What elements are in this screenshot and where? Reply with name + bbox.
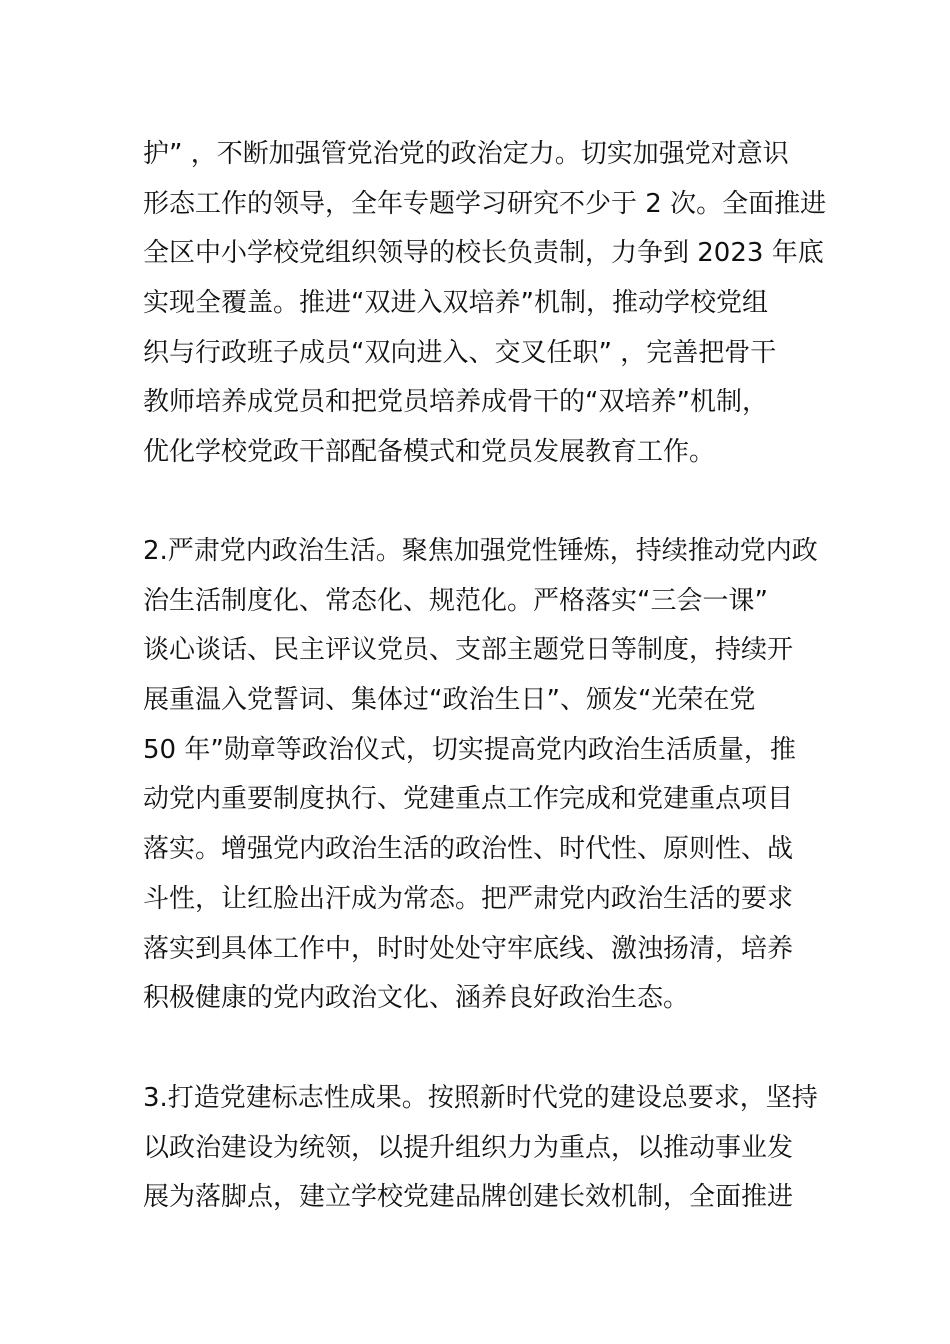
text-line: 斗性，让红脸出汗成为常态。把严肃党内政治生活的要求 [143,883,794,914]
text-line: 谈心谈话、民主评议党员、支部主题党日等制度，持续开 [143,635,794,666]
text-line: 全区中小学校党组织领导的校长负责制，力争到 2023 年底 [143,238,824,269]
text-line: 优化学校党政干部配备模式和党员发展教育工作。 [143,437,716,468]
paragraph-party-political-life [143,527,818,1024]
text-line: 形态工作的领导，全年专题学习研究不少于 2 次。全面推进 [143,188,827,219]
text-line: 3.打造党建标志性成果。按照新时代党的建设总要求，坚持 [143,1083,818,1113]
text-line: 展为落脚点，建立学校党建品牌创建长效机制，全面推进 [143,1182,794,1213]
text-line: 积极健康的党内政治文化、涵养良好政治生态。 [143,983,690,1014]
text-line: 以政治建设为统领，以提升组织力为重点，以推动事业发 [143,1132,794,1163]
text-line: 落实到具体工作中，时时处处守牢底线、激浊扬清，培养 [143,933,794,964]
text-line: 展重温入党誓词、集体过“政治生日”、颁发“光荣在党 [143,685,756,716]
text-line: 实现全覆盖。推进“双进入双培养”机制，推动学校党组 [143,288,768,319]
text-line: 2.严肃党内政治生活。聚焦加强党性锤炼，持续推动党内政 [143,536,818,566]
paragraph-party-leadership [143,130,827,478]
text-line: 治生活制度化、常态化、规范化。严格落实“三会一课” [143,585,768,616]
text-line: 动党内重要制度执行、党建重点工作完成和党建重点项目 [143,784,794,815]
text-line: 护” ，不断加强管党治党的政治定力。切实加强党对意识 [143,139,789,169]
text-line: 落实。增强党内政治生活的政治性、时代性、原则性、战 [143,834,794,865]
text-line: 织与行政班子成员“双向进入、交叉任职” ，完善把骨干 [143,337,777,368]
text-line: 教师培养成党员和把党员培养成骨干的“双培养”机制， [143,387,768,418]
text-line: 50 年”勋章等政治仪式，切实提高党内政治生活质量，推 [143,734,796,765]
paragraph-party-building-results [143,1074,818,1223]
